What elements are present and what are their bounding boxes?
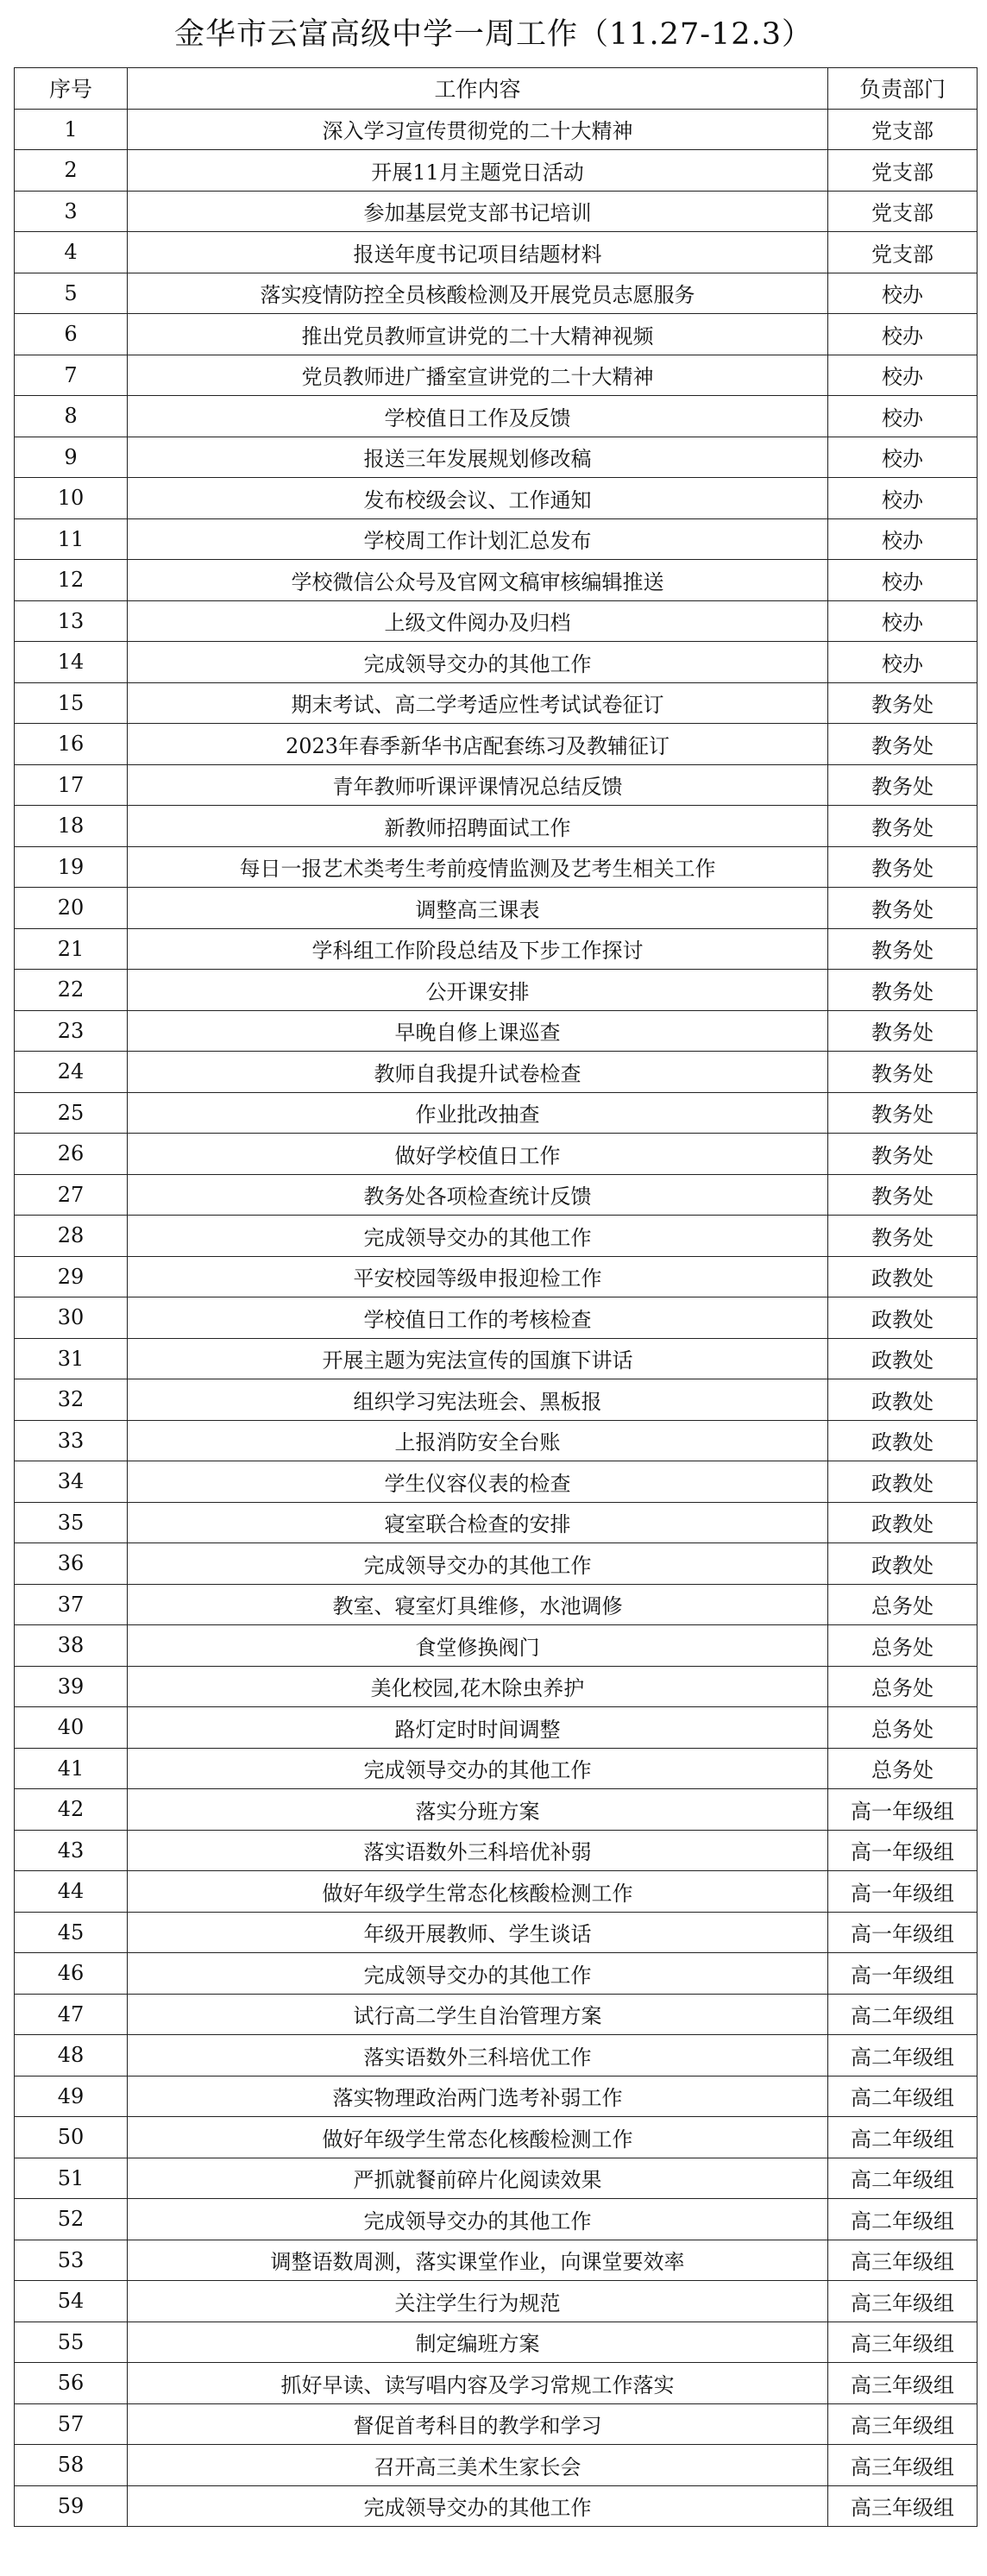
cell-content: 学科组工作阶段总结及下步工作探讨 (128, 928, 828, 970)
cell-number: 36 (15, 1543, 128, 1585)
cell-content: 学校值日工作及反馈 (128, 396, 828, 437)
cell-department: 高一年级组 (828, 1830, 978, 1871)
cell-content: 年级开展教师、学生谈话 (128, 1912, 828, 1953)
table-row (15, 2485, 978, 2527)
cell-department: 高二年级组 (828, 2076, 978, 2117)
cell-number: 4 (15, 232, 128, 273)
table-row (15, 560, 978, 601)
cell-department: 总务处 (828, 1666, 978, 1707)
table-row (15, 232, 978, 273)
cell-department: 教务处 (828, 806, 978, 847)
header-number: 序号 (15, 68, 128, 110)
cell-number: 52 (15, 2199, 128, 2240)
cell-department: 校办 (828, 273, 978, 314)
cell-number: 12 (15, 560, 128, 601)
cell-content: 每日一报艺术类考生考前疫情监测及艺考生相关工作 (128, 846, 828, 888)
cell-number: 33 (15, 1420, 128, 1461)
table-row (15, 1052, 978, 1093)
cell-number: 3 (15, 191, 128, 232)
cell-content: 组织学习宪法班会、黑板报 (128, 1379, 828, 1421)
cell-number: 20 (15, 888, 128, 929)
cell-number: 8 (15, 396, 128, 437)
cell-number: 29 (15, 1256, 128, 1297)
table-row (15, 928, 978, 970)
cell-number: 37 (15, 1584, 128, 1625)
cell-number: 53 (15, 2240, 128, 2281)
cell-content: 青年教师听课评课情况总结反馈 (128, 764, 828, 806)
cell-department: 高一年级组 (828, 1953, 978, 1995)
cell-content: 试行高二学生自治管理方案 (128, 1994, 828, 2035)
cell-number: 7 (15, 355, 128, 396)
cell-content: 落实分班方案 (128, 1789, 828, 1831)
cell-department: 教务处 (828, 928, 978, 970)
cell-number: 54 (15, 2281, 128, 2322)
cell-number: 34 (15, 1461, 128, 1503)
cell-number: 51 (15, 2158, 128, 2199)
cell-department: 校办 (828, 314, 978, 355)
table-row (15, 518, 978, 560)
table-row (15, 764, 978, 806)
cell-number: 11 (15, 518, 128, 560)
cell-department: 校办 (828, 560, 978, 601)
cell-content: 调整高三课表 (128, 888, 828, 929)
cell-content: 教师自我提升试卷检查 (128, 1052, 828, 1093)
cell-number: 2 (15, 150, 128, 192)
table-row (15, 1216, 978, 1257)
cell-content: 开展主题为宪法宣传的国旗下讲话 (128, 1338, 828, 1379)
table-row (15, 1543, 978, 1585)
cell-content: 平安校园等级申报迎检工作 (128, 1256, 828, 1297)
table-row (15, 1707, 978, 1749)
table-row (15, 2158, 978, 2199)
cell-content: 2023年春季新华书店配套练习及教辅征订 (128, 724, 828, 765)
cell-content: 报送三年发展规划修改稿 (128, 437, 828, 478)
table-body (15, 109, 978, 2527)
cell-number: 47 (15, 1994, 128, 2035)
cell-number: 48 (15, 2035, 128, 2077)
cell-content: 抓好早读、读写唱内容及学习常规工作落实 (128, 2363, 828, 2404)
cell-department: 高二年级组 (828, 1994, 978, 2035)
header-department: 负责部门 (828, 68, 978, 110)
table-row (15, 1379, 978, 1421)
cell-department: 校办 (828, 437, 978, 478)
cell-content: 做好年级学生常态化核酸检测工作 (128, 1871, 828, 1913)
table-row (15, 1748, 978, 1789)
cell-number: 27 (15, 1174, 128, 1216)
cell-content: 上报消防安全台账 (128, 1420, 828, 1461)
cell-content: 推出党员教师宣讲党的二十大精神视频 (128, 314, 828, 355)
cell-number: 30 (15, 1297, 128, 1339)
cell-department: 高三年级组 (828, 2485, 978, 2527)
cell-department: 教务处 (828, 1092, 978, 1134)
cell-content: 落实物理政治两门选考补弱工作 (128, 2076, 828, 2117)
cell-department: 教务处 (828, 724, 978, 765)
cell-content: 深入学习宣传贯彻党的二十大精神 (128, 109, 828, 150)
table-row (15, 109, 978, 150)
cell-department: 高三年级组 (828, 2281, 978, 2322)
table-row (15, 1789, 978, 1831)
cell-department: 高三年级组 (828, 2403, 978, 2445)
cell-number: 57 (15, 2403, 128, 2445)
cell-content: 完成领导交办的其他工作 (128, 1216, 828, 1257)
cell-department: 高二年级组 (828, 2117, 978, 2158)
cell-department: 政教处 (828, 1297, 978, 1339)
cell-content: 落实语数外三科培优补弱 (128, 1830, 828, 1871)
table-row (15, 437, 978, 478)
cell-content: 期末考试、高二学考适应性考试试卷征订 (128, 682, 828, 724)
cell-department: 教务处 (828, 1216, 978, 1257)
cell-number: 23 (15, 1010, 128, 1052)
table-row (15, 1625, 978, 1667)
table-row (15, 1461, 978, 1503)
cell-content: 落实疫情防控全员核酸检测及开展党员志愿服务 (128, 273, 828, 314)
cell-content: 教室、寝室灯具维修，水池调修 (128, 1584, 828, 1625)
cell-number: 6 (15, 314, 128, 355)
cell-number: 41 (15, 1748, 128, 1789)
cell-department: 高一年级组 (828, 1871, 978, 1913)
cell-department: 总务处 (828, 1584, 978, 1625)
cell-department: 党支部 (828, 191, 978, 232)
cell-content: 早晚自修上课巡查 (128, 1010, 828, 1052)
cell-department: 教务处 (828, 1134, 978, 1175)
cell-department: 政教处 (828, 1379, 978, 1421)
cell-department: 高三年级组 (828, 2363, 978, 2404)
cell-department: 教务处 (828, 846, 978, 888)
table-row (15, 1912, 978, 1953)
cell-department: 教务处 (828, 1052, 978, 1093)
cell-number: 10 (15, 478, 128, 519)
cell-content: 完成领导交办的其他工作 (128, 1953, 828, 1995)
table-row (15, 1994, 978, 2035)
cell-department: 党支部 (828, 150, 978, 192)
cell-content: 制定编班方案 (128, 2322, 828, 2363)
table-row (15, 600, 978, 642)
cell-department: 高一年级组 (828, 1912, 978, 1953)
cell-content: 学校周工作计划汇总发布 (128, 518, 828, 560)
cell-department: 教务处 (828, 682, 978, 724)
table-row (15, 1134, 978, 1175)
cell-content: 做好学校值日工作 (128, 1134, 828, 1175)
table-row (15, 888, 978, 929)
cell-department: 校办 (828, 518, 978, 560)
cell-department: 政教处 (828, 1420, 978, 1461)
table-row (15, 1297, 978, 1339)
cell-department: 政教处 (828, 1543, 978, 1585)
cell-number: 50 (15, 2117, 128, 2158)
cell-content: 做好年级学生常态化核酸检测工作 (128, 2117, 828, 2158)
cell-number: 38 (15, 1625, 128, 1667)
header-content: 工作内容 (128, 68, 828, 110)
page-title: 金华市云富高级中学一周工作（11.27-12.3） (174, 17, 813, 52)
table-row (15, 150, 978, 192)
cell-number: 13 (15, 600, 128, 642)
cell-number: 43 (15, 1830, 128, 1871)
cell-number: 55 (15, 2322, 128, 2363)
cell-number: 14 (15, 642, 128, 683)
table-row (15, 846, 978, 888)
cell-number: 49 (15, 2076, 128, 2117)
cell-number: 16 (15, 724, 128, 765)
cell-content: 教务处各项检查统计反馈 (128, 1174, 828, 1216)
cell-content: 党员教师进广播室宣讲党的二十大精神 (128, 355, 828, 396)
table-row (15, 478, 978, 519)
cell-content: 路灯定时时间调整 (128, 1707, 828, 1749)
cell-department: 高一年级组 (828, 1789, 978, 1831)
cell-department: 政教处 (828, 1461, 978, 1503)
cell-content: 参加基层党支部书记培训 (128, 191, 828, 232)
cell-department: 教务处 (828, 888, 978, 929)
cell-department: 政教处 (828, 1338, 978, 1379)
table-row (15, 2076, 978, 2117)
table-row (15, 970, 978, 1011)
cell-content: 学校微信公众号及官网文稿审核编辑推送 (128, 560, 828, 601)
cell-department: 高三年级组 (828, 2445, 978, 2486)
cell-department: 教务处 (828, 1010, 978, 1052)
cell-number: 19 (15, 846, 128, 888)
cell-number: 5 (15, 273, 128, 314)
cell-content: 美化校园,花木除虫养护 (128, 1666, 828, 1707)
cell-department: 教务处 (828, 970, 978, 1011)
table-row (15, 2445, 978, 2486)
cell-content: 学生仪容仪表的检查 (128, 1461, 828, 1503)
cell-department: 校办 (828, 600, 978, 642)
table-row (15, 314, 978, 355)
cell-department: 政教处 (828, 1502, 978, 1543)
cell-department: 总务处 (828, 1625, 978, 1667)
table-row (15, 2199, 978, 2240)
table-row (15, 1830, 978, 1871)
cell-number: 59 (15, 2485, 128, 2527)
cell-content: 完成领导交办的其他工作 (128, 2485, 828, 2527)
cell-content: 落实语数外三科培优工作 (128, 2035, 828, 2077)
table-row (15, 1010, 978, 1052)
cell-department: 高二年级组 (828, 2199, 978, 2240)
cell-number: 15 (15, 682, 128, 724)
cell-department: 校办 (828, 355, 978, 396)
cell-number: 21 (15, 928, 128, 970)
table-row (15, 1502, 978, 1543)
cell-number: 24 (15, 1052, 128, 1093)
cell-content: 严抓就餐前碎片化阅读效果 (128, 2158, 828, 2199)
cell-department: 校办 (828, 478, 978, 519)
cell-number: 42 (15, 1789, 128, 1831)
table-row (15, 355, 978, 396)
cell-department: 高三年级组 (828, 2240, 978, 2281)
table-row (15, 273, 978, 314)
cell-number: 18 (15, 806, 128, 847)
cell-number: 31 (15, 1338, 128, 1379)
cell-department: 总务处 (828, 1707, 978, 1749)
cell-department: 教务处 (828, 764, 978, 806)
cell-number: 22 (15, 970, 128, 1011)
cell-content: 发布校级会议、工作通知 (128, 478, 828, 519)
table-row (15, 682, 978, 724)
cell-number: 26 (15, 1134, 128, 1175)
table-row (15, 2403, 978, 2445)
cell-department: 总务处 (828, 1748, 978, 1789)
work-table (14, 67, 978, 2527)
cell-content: 开展11月主题党日活动 (128, 150, 828, 192)
cell-number: 17 (15, 764, 128, 806)
cell-content: 寝室联合检查的安排 (128, 1502, 828, 1543)
table-row (15, 1871, 978, 1913)
cell-number: 58 (15, 2445, 128, 2486)
cell-content: 召开高三美术生家长会 (128, 2445, 828, 2486)
cell-number: 28 (15, 1216, 128, 1257)
table-row (15, 1092, 978, 1134)
table-row (15, 724, 978, 765)
cell-number: 45 (15, 1912, 128, 1953)
cell-number: 32 (15, 1379, 128, 1421)
cell-number: 25 (15, 1092, 128, 1134)
cell-department: 政教处 (828, 1256, 978, 1297)
table-row (15, 1584, 978, 1625)
cell-number: 9 (15, 437, 128, 478)
cell-content: 完成领导交办的其他工作 (128, 642, 828, 683)
cell-content: 督促首考科目的教学和学习 (128, 2403, 828, 2445)
cell-department: 高二年级组 (828, 2035, 978, 2077)
cell-department: 党支部 (828, 232, 978, 273)
table-row (15, 2281, 978, 2322)
cell-content: 报送年度书记项目结题材料 (128, 232, 828, 273)
table-row (15, 191, 978, 232)
cell-department: 党支部 (828, 109, 978, 150)
cell-content: 学校值日工作的考核检查 (128, 1297, 828, 1339)
cell-content: 公开课安排 (128, 970, 828, 1011)
cell-content: 完成领导交办的其他工作 (128, 2199, 828, 2240)
cell-department: 校办 (828, 396, 978, 437)
table-row (15, 806, 978, 847)
table-row (15, 2322, 978, 2363)
cell-content: 关注学生行为规范 (128, 2281, 828, 2322)
cell-number: 56 (15, 2363, 128, 2404)
table-row (15, 1256, 978, 1297)
table-header-row (15, 68, 978, 110)
table-row (15, 396, 978, 437)
table-row (15, 642, 978, 683)
cell-number: 35 (15, 1502, 128, 1543)
cell-number: 44 (15, 1871, 128, 1913)
table-row (15, 1174, 978, 1216)
table-row (15, 2035, 978, 2077)
cell-number: 40 (15, 1707, 128, 1749)
table-row (15, 1420, 978, 1461)
table-row (15, 1666, 978, 1707)
table-row (15, 2117, 978, 2158)
cell-content: 食堂修换阀门 (128, 1625, 828, 1667)
table-row (15, 1953, 978, 1995)
cell-content: 新教师招聘面试工作 (128, 806, 828, 847)
cell-department: 高三年级组 (828, 2322, 978, 2363)
cell-department: 校办 (828, 642, 978, 683)
cell-number: 46 (15, 1953, 128, 1995)
cell-department: 高二年级组 (828, 2158, 978, 2199)
table-row (15, 2240, 978, 2281)
cell-department: 教务处 (828, 1174, 978, 1216)
table-row (15, 1338, 978, 1379)
cell-content: 完成领导交办的其他工作 (128, 1748, 828, 1789)
cell-content: 调整语数周测，落实课堂作业，向课堂要效率 (128, 2240, 828, 2281)
cell-number: 1 (15, 109, 128, 150)
table-row (15, 2363, 978, 2404)
cell-content: 上级文件阅办及归档 (128, 600, 828, 642)
cell-content: 完成领导交办的其他工作 (128, 1543, 828, 1585)
cell-content: 作业批改抽查 (128, 1092, 828, 1134)
cell-number: 39 (15, 1666, 128, 1707)
